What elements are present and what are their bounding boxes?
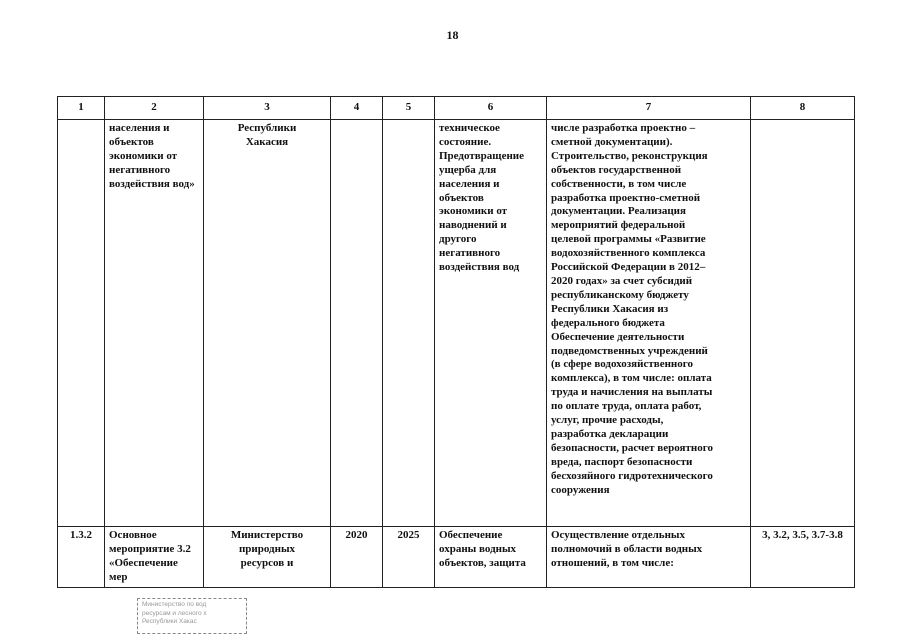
- cell-text: Основное мероприятие 3.2 «Обеспечение мер: [109, 529, 191, 583]
- table-cell: [204, 120, 331, 527]
- document-table: [57, 96, 855, 588]
- cell-text: Осуществление отдельных полномочий в области водных отношений, в том числе:: [551, 529, 703, 569]
- table-cell: [751, 527, 855, 588]
- header-cell: 1: [58, 97, 105, 120]
- table-row: [58, 527, 855, 588]
- cell-text: Министерство природных ресурсов и: [230, 529, 304, 569]
- table-cell: [383, 120, 435, 527]
- cell-text: 3, 3.2, 3.5, 3.7-3.8: [762, 529, 843, 541]
- table-row: [58, 120, 855, 527]
- stamp-line: ресурсам и лесного х: [142, 609, 207, 617]
- cell-text: числе разработка проектно – сметной документации). Строительство, реконструкция объектов государственной собственности, в том числе разработка проектно-сметной документации. Реализация мероприятий федеральной целевой программы «Развитие водохозяйственного комплекса Российской Федерации в 2012– 2020 годах» за счет субсидий республиканскому бюджету Республики Хакасия из федерального бюджета Обеспечение деятельности подведомственных учреждений (в сфере водохозяйственного комплекса), в том числе: оплата труда и начисления на выплаты по оплате труда, оплата работ, услуг, прочие расходы, разработка декларации безопасности, расчет вероятного вреда, паспорт безопасности бесхозяйного гидротехнического сооружения: [551, 122, 713, 496]
- header-cell: 8: [751, 97, 855, 120]
- cell-text: техническое состояние. Предотвращение ущерба для населения и объектов экономики от наводнений и другого негативного воздействия вод: [439, 122, 525, 274]
- table-cell: [547, 527, 751, 588]
- table-cell: [547, 120, 751, 527]
- header-cell: 2: [105, 97, 204, 120]
- header-row: [58, 97, 855, 120]
- table-cell: [58, 527, 105, 588]
- header-cell: 3: [204, 97, 331, 120]
- cell-text: населения и объектов экономики от негативного воздействия вод»: [109, 122, 195, 190]
- table-cell: [58, 120, 105, 527]
- table-cell: [435, 527, 547, 588]
- stamp-line: Министерство по вод: [142, 601, 207, 608]
- table-cell: [105, 120, 204, 527]
- table-cell: [383, 527, 435, 588]
- cell-text: 1.3.2: [70, 529, 92, 541]
- header-cell: 7: [547, 97, 751, 120]
- table-cell: [105, 527, 204, 588]
- header-cell: 6: [435, 97, 547, 120]
- table-cell: [331, 120, 383, 527]
- table-cell: [751, 120, 855, 527]
- cell-text: 2020: [345, 529, 368, 541]
- header-cell: 5: [383, 97, 435, 120]
- table-cell: [331, 527, 383, 588]
- cell-text: Республики Хакасия: [237, 122, 297, 148]
- stamp: [137, 598, 247, 634]
- table-cell: [435, 120, 547, 527]
- stamp-line: Республики Хакас: [142, 618, 197, 625]
- cell-text: Обеспечение охраны водных объектов, защита: [439, 529, 526, 569]
- cell-text: 2025: [397, 529, 420, 541]
- table-cell: [204, 527, 331, 588]
- header-cell: 4: [331, 97, 383, 120]
- page-number: 18: [446, 28, 459, 42]
